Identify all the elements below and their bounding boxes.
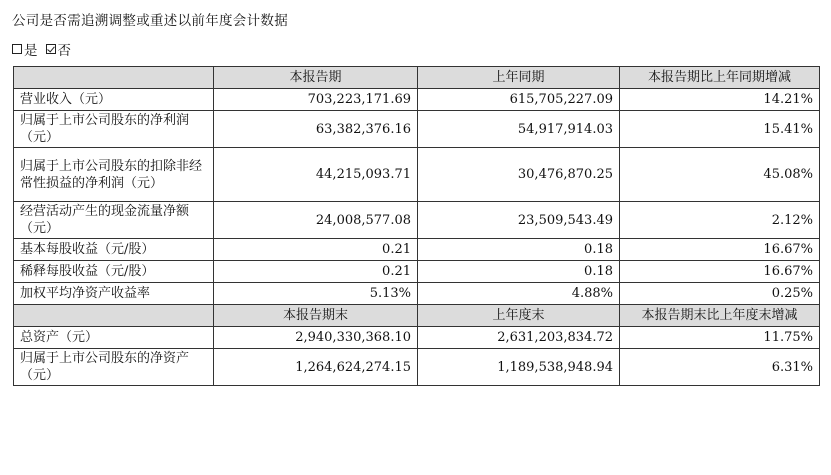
cell-value: 54,917,914.03 [418,111,620,148]
table-row [14,283,820,305]
column-header: 本报告期比上年同期增减 [620,67,820,89]
cell-value: 1,189,538,948.94 [418,349,620,386]
cell-value: 615,705,227.09 [418,89,620,111]
column-header: 本报告期末比上年度末增减 [620,305,820,327]
column-header: 本报告期 [214,67,418,89]
checkbox-yes[interactable] [12,44,22,54]
cell-value: 0.21 [214,239,418,261]
cell-value: 6.31% [620,349,820,386]
cell-value: 30,476,870.25 [418,148,620,202]
cell-value: 5.13% [214,283,418,305]
cell-value: 2.12% [620,202,820,239]
row-label: 归属于上市公司股东的净资产（元） [14,349,214,386]
table-header-period [14,67,820,89]
table-row [14,349,820,386]
financial-data-table [13,66,820,386]
cell-value: 2,631,203,834.72 [418,327,620,349]
option-yes[interactable] [12,39,38,59]
cell-value: 24,008,577.08 [214,202,418,239]
table-row [14,111,820,148]
cell-value: 14.21% [620,89,820,111]
cell-value: 15.41% [620,111,820,148]
table-row [14,239,820,261]
checkbox-no[interactable] [46,44,56,54]
row-label: 基本每股收益（元/股） [14,239,214,261]
option-no-label: 否 [57,43,71,59]
cell-value: 4.88% [418,283,620,305]
table-row [14,89,820,111]
option-no[interactable] [46,39,72,59]
column-header: 本报告期末 [214,305,418,327]
table-row [14,202,820,239]
column-header [14,305,214,327]
cell-value: 16.67% [620,239,820,261]
cell-value: 16.67% [620,261,820,283]
cell-value: 63,382,376.16 [214,111,418,148]
table-header-period-end [14,305,820,327]
column-header: 上年度末 [418,305,620,327]
row-label: 总资产（元） [14,327,214,349]
column-header [14,67,214,89]
row-label: 归属于上市公司股东的扣除非经常性损益的净利润（元） [14,148,214,202]
table-row [14,327,820,349]
cell-value: 0.18 [418,239,620,261]
cell-value: 44,215,093.71 [214,148,418,202]
cell-value: 1,264,624,274.15 [214,349,418,386]
cell-value: 0.21 [214,261,418,283]
column-header: 上年同期 [418,67,620,89]
cell-value: 2,940,330,368.10 [214,327,418,349]
option-yes-label: 是 [24,43,38,59]
restatement-options [12,39,79,59]
row-label: 稀释每股收益（元/股） [14,261,214,283]
row-label: 经营活动产生的现金流量净额（元） [14,202,214,239]
row-label: 加权平均净资产收益率 [14,283,214,305]
cell-value: 45.08% [620,148,820,202]
cell-value: 703,223,171.69 [214,89,418,111]
cell-value: 0.25% [620,283,820,305]
table-row [14,261,820,283]
cell-value: 0.18 [418,261,620,283]
document-title: 公司是否需追溯调整或重述以前年度会计数据 [12,13,288,29]
cell-value: 23,509,543.49 [418,202,620,239]
cell-value: 11.75% [620,327,820,349]
table-row [14,148,820,202]
row-label: 营业收入（元） [14,89,214,111]
row-label: 归属于上市公司股东的净利润（元） [14,111,214,148]
